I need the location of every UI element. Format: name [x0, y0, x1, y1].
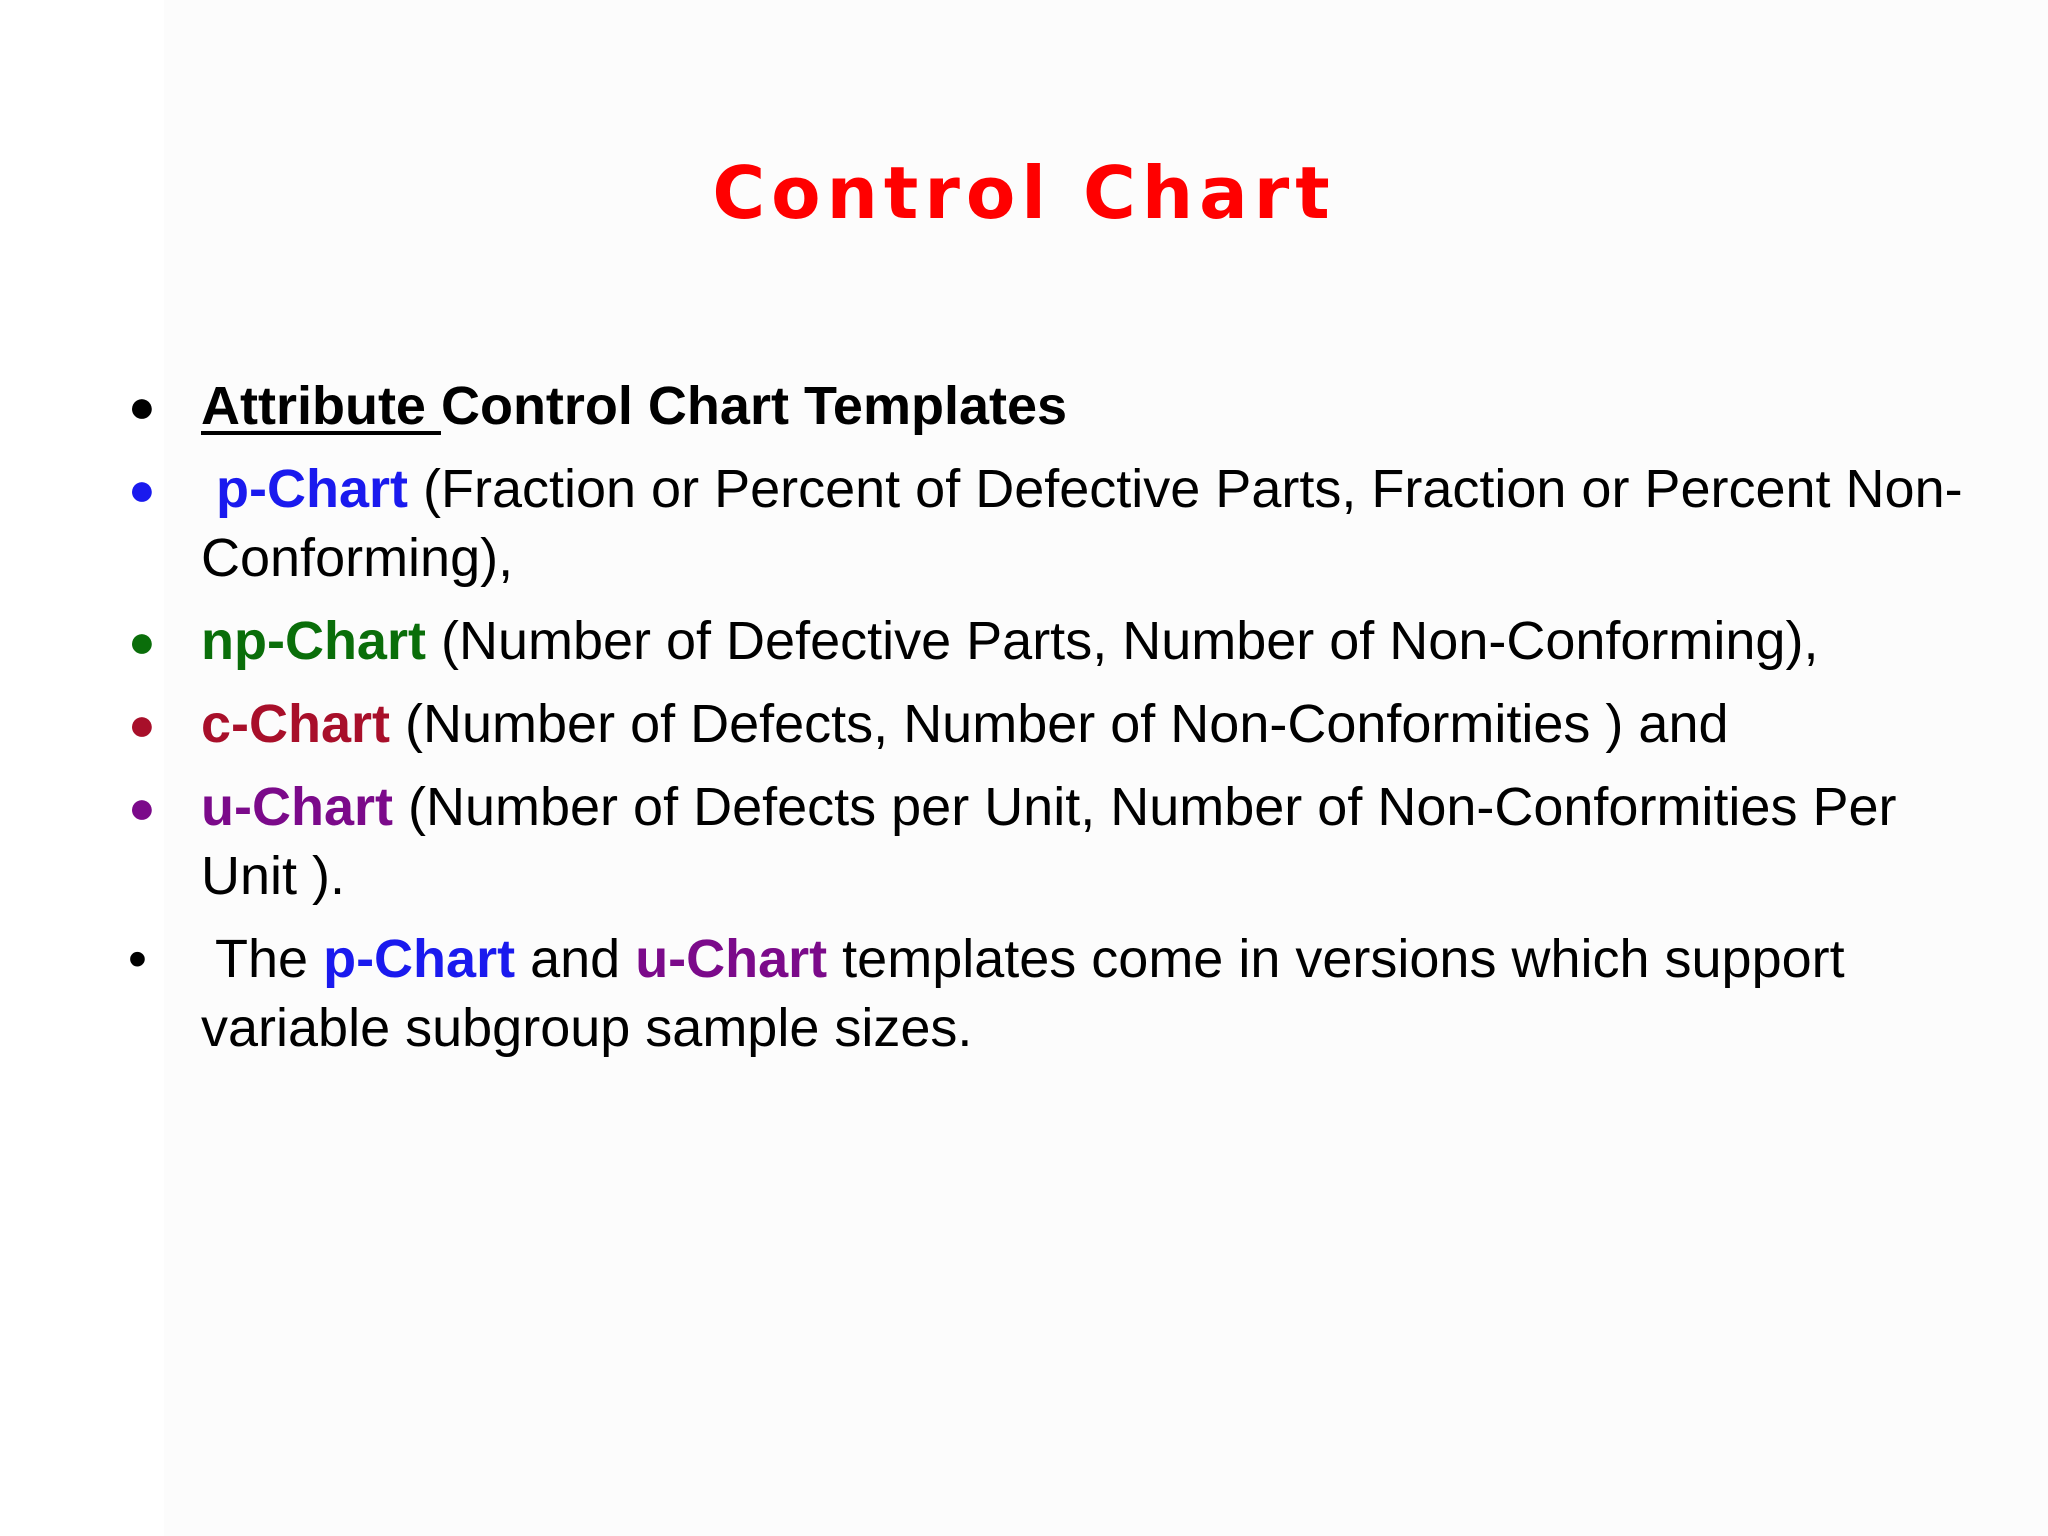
bullet-text: [201, 459, 1963, 588]
bullet-variable-sizes: [0, 925, 1981, 1063]
bullet-dot-icon: •: [128, 929, 147, 989]
bullet-text: [201, 694, 1729, 754]
note-rest: templates come in versions which support variable subgroup sample sizes.: [201, 929, 1845, 1058]
bullet-text: [201, 611, 1818, 671]
bullet-c-chart: [0, 690, 1981, 759]
p-chart-term: p-Chart: [216, 459, 408, 519]
note-mid: and: [515, 929, 636, 989]
bullet-dot-icon: ●: [128, 380, 156, 432]
u-chart-description: (Number of Defects per Unit, Number of Non-Conformities Per Unit ).: [201, 777, 1897, 906]
bullet-dot-icon: ●: [128, 615, 156, 667]
np-chart-description: (Number of Defective Parts, Number of Non-Conforming),: [425, 611, 1819, 671]
attribute-term: Attribute: [201, 376, 441, 436]
bullet-list: [0, 372, 2048, 1077]
bullet-np-chart: [0, 607, 1981, 676]
bullet-dot-icon: ●: [128, 781, 156, 833]
bullet-text: [201, 929, 1845, 1058]
note-pre: The: [201, 929, 324, 989]
slide-title: Control Chart: [712, 151, 1336, 235]
p-chart-pre: [201, 459, 216, 519]
np-chart-term: np-Chart: [201, 611, 426, 671]
note-p-chart-term: p-Chart: [323, 929, 516, 989]
p-chart-description: (Fraction or Percent of Defective Parts, Fraction or Percent Non-Conforming),: [201, 459, 1963, 588]
u-chart-term: u-Chart: [201, 777, 393, 837]
bullet-attribute-templates: [0, 372, 1981, 441]
c-chart-term: c-Chart: [201, 694, 391, 754]
bullet-u-chart: [0, 773, 1981, 911]
c-chart-description: (Number of Defects, Number of Non-Conformities ) and: [390, 694, 1729, 754]
note-u-chart-term: u-Chart: [635, 929, 828, 989]
bullet-dot-icon: ●: [128, 698, 156, 750]
bullet-dot-icon: ●: [128, 463, 156, 515]
bullet-text: [201, 777, 1897, 906]
bullet-text: [201, 376, 1067, 436]
bullet-p-chart: [0, 455, 1981, 593]
attribute-rest: Control Chart Templates: [440, 376, 1068, 436]
